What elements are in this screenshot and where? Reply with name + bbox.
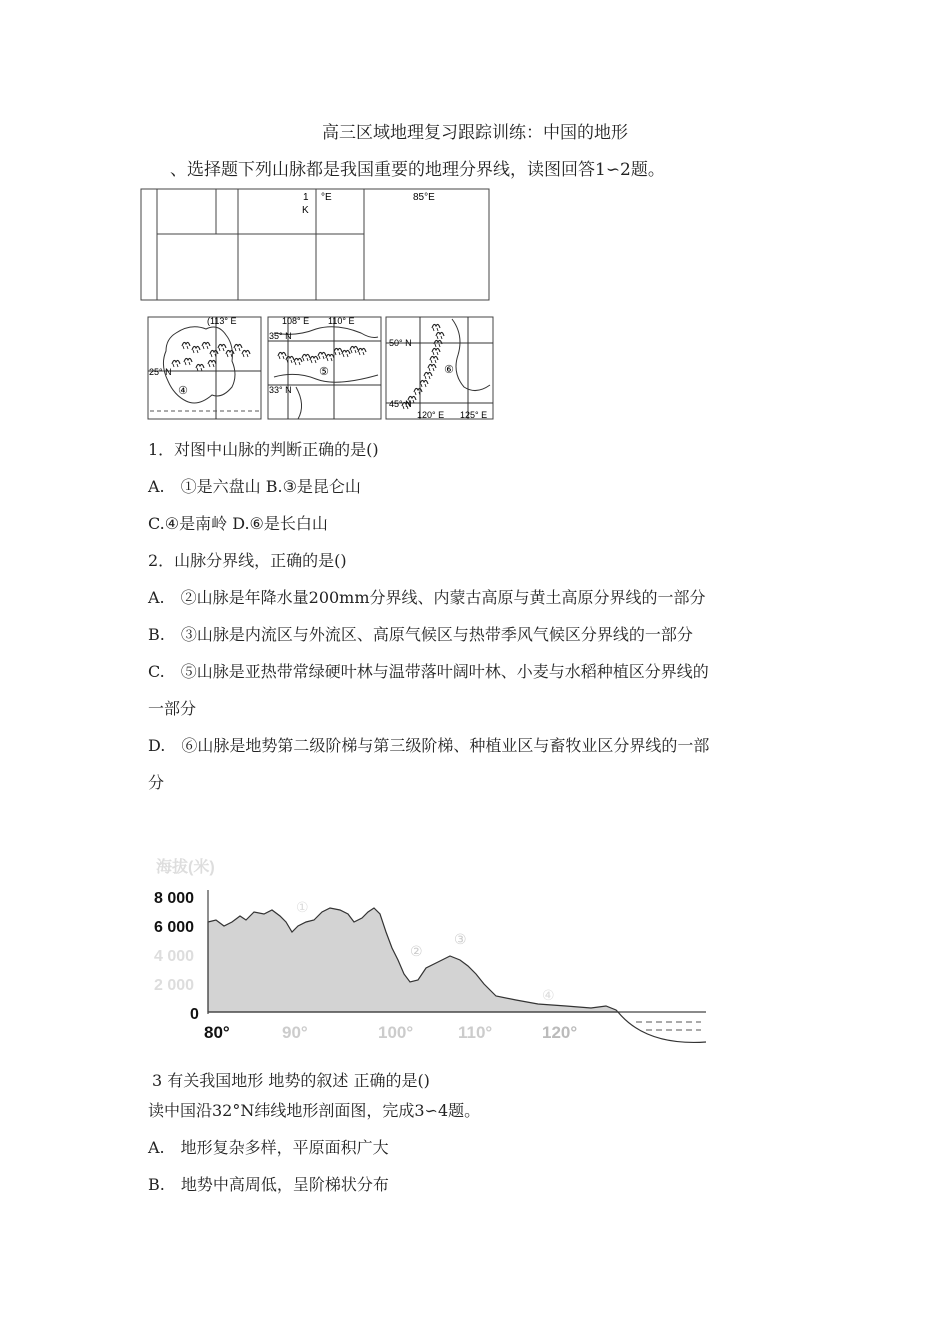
q2-option-a: A. ②山脉是年降水量200mm分界线、内蒙古高原与黄土高原分界线的一部分	[148, 588, 706, 607]
q2-option-b: B. ③山脉是内流区与外流区、高原气候区与热带季风气候区分界线的一部分	[148, 625, 693, 644]
map6-lat-a-label: 50° N	[389, 338, 412, 348]
map5-lon-a-label: 108° E	[282, 316, 310, 326]
map5-number: ⑤	[319, 366, 329, 378]
map6-number: ⑥	[444, 364, 454, 376]
grid-outer-border	[141, 189, 489, 300]
xtick-120: 120°	[542, 1023, 578, 1042]
terrain-profile-figure	[146, 850, 711, 1050]
page-title: 高三区域地理复习跟踪训练：中国的地形	[322, 123, 628, 143]
ytick-0: 0	[190, 1006, 199, 1023]
q2-option-d: D. ⑥山脉是地势第二级阶梯与第三级阶梯、种植业区与畜牧业区分界线的一部	[148, 736, 710, 755]
ytick-6000: 6 000	[154, 919, 195, 936]
terrain-area	[208, 908, 618, 1012]
map5-lat-b-label: 33° N	[269, 385, 292, 395]
profile-mark-4: ④	[542, 987, 555, 1003]
q1-options-cd: C.④是南岭 D.⑥是长白山	[148, 514, 328, 533]
q1-options-ab: A. ①是六盘山 B.③是昆仑山	[148, 477, 361, 496]
ytick-8000: 8 000	[154, 890, 195, 907]
map5-lat-a-label: 35° N	[269, 331, 292, 341]
top-grid-figure	[140, 188, 492, 304]
ytick-4000: 4 000	[154, 948, 195, 965]
map4-number: ④	[178, 385, 188, 397]
q3-intro: 读中国沿32°N纬线地形剖面图，完成3∽4题。	[148, 1101, 481, 1120]
map4-lon-label: (113° E	[207, 316, 237, 326]
map6-lon-a-label: 120° E	[417, 410, 445, 420]
q2-option-d-cont: 分	[148, 773, 165, 792]
q2-option-c: C. ⑤山脉是亚热带常绿硬叶林与温带落叶阔叶林、小麦与水稻种植区分界线的	[148, 662, 709, 681]
map-5-qinling	[268, 316, 381, 419]
ytick-2000: 2 000	[154, 977, 195, 994]
q2-stem: 2．山脉分界线，正确的是()	[148, 551, 347, 570]
profile-mark-2: ②	[410, 943, 423, 959]
map-4-nanling	[148, 316, 261, 419]
mountain-maps-figure	[146, 315, 496, 423]
map-6-daxinganling	[386, 317, 493, 420]
grid-label-k: K	[302, 205, 309, 216]
xtick-90: 90°	[282, 1023, 308, 1042]
q3-cut-stem-clip	[148, 1060, 748, 1090]
xtick-100: 100°	[378, 1023, 414, 1042]
map5-lon-b-label: 110° E	[328, 316, 355, 326]
map6-lon-b-label: 125° E	[460, 410, 488, 420]
q1-stem: 1．对图中山脉的判断正确的是()	[148, 440, 379, 459]
profile-mark-1: ①	[296, 899, 309, 915]
xtick-80: 80°	[204, 1023, 230, 1042]
seabed-line	[618, 1012, 706, 1042]
q3-option-b: B. 地势中高周低，呈阶梯状分布	[148, 1175, 389, 1194]
grid-label-e: °E	[321, 192, 332, 203]
map4-lat-label: 25° N	[149, 367, 172, 377]
q2-option-c-cont: 一部分	[148, 699, 197, 718]
xtick-110: 110°	[458, 1023, 493, 1042]
grid-label-1: 1	[303, 192, 309, 203]
q3-option-a: A. 地形复杂多样，平原面积广大	[148, 1138, 389, 1157]
profile-ylabel: 海拔(米)	[156, 859, 215, 876]
section-intro: 、选择题下列山脉都是我国重要的地理分界线，读图回答1∽2题。	[170, 160, 665, 180]
grid-label-85e: 85°E	[413, 192, 435, 203]
profile-mark-3: ③	[454, 931, 467, 947]
map6-lat-b-label: 45° N	[389, 399, 412, 409]
q3-cut-stem: 3 有关我国地形 地势的叙述 正确的是()	[152, 1071, 430, 1090]
